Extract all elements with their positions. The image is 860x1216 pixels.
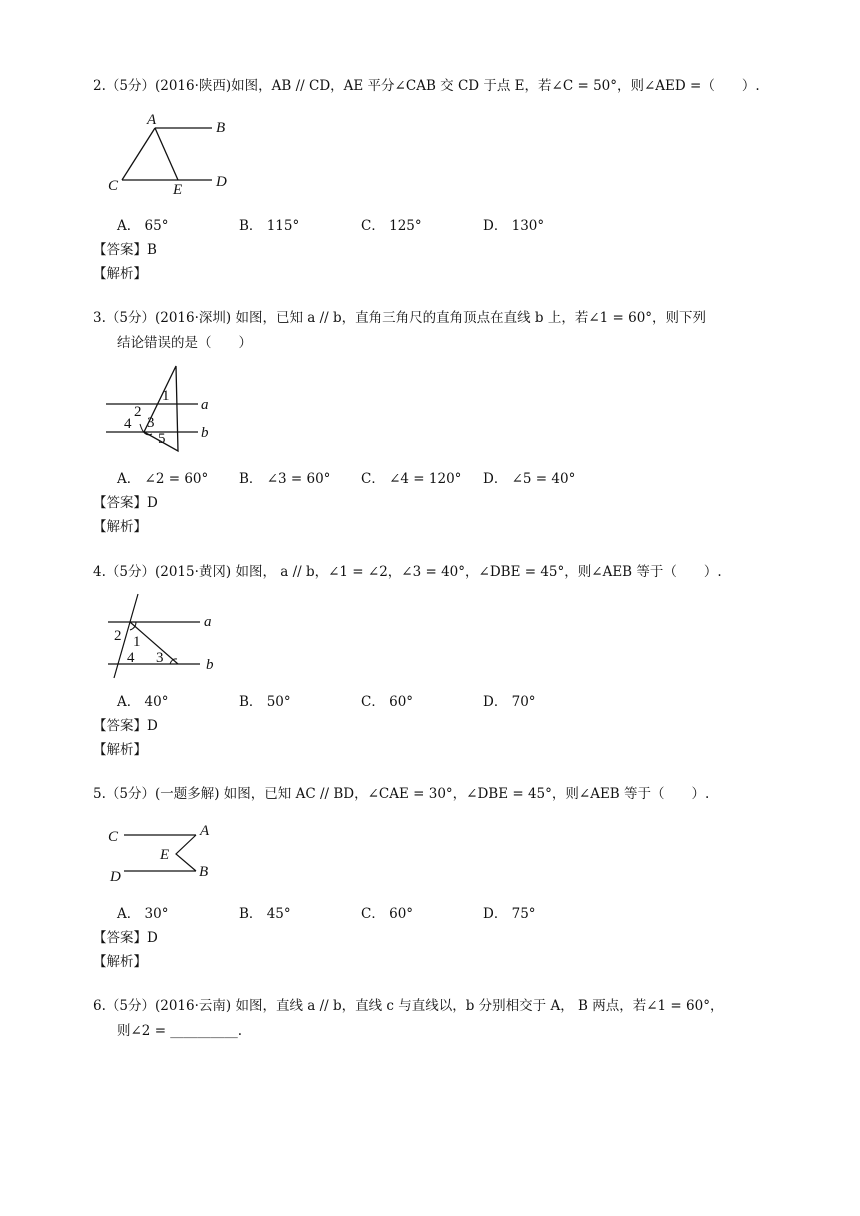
option-c: C． 125° — [361, 218, 422, 234]
angle-3-label: 3 — [147, 415, 155, 431]
question-5-analysis: 【解析】 — [93, 954, 147, 970]
angle-4-label: 4 — [127, 650, 135, 666]
question-3-stem-block — [93, 306, 783, 356]
question-5-options — [117, 902, 605, 922]
question-4-options — [117, 690, 605, 710]
option-b: B． ∠3 = 60° — [239, 471, 331, 487]
question-4-stem: 4.（5分）(2015·黄冈) 如图， a // b，∠1 = ∠2，∠3 = 40°，∠DBE = 45°，则∠AEB 等于（ ）. — [93, 564, 722, 580]
label-C: C — [108, 178, 119, 194]
question-3-stem-continued: 结论错误的是（ ） — [117, 335, 252, 351]
label-A: A — [200, 823, 210, 839]
question-6-stem-block — [93, 994, 783, 1044]
label-C: C — [108, 829, 119, 845]
question-2-options — [117, 214, 605, 234]
label-E: E — [160, 847, 170, 863]
label-D: D — [216, 174, 227, 190]
line-b-label: b — [201, 425, 209, 441]
question-3-analysis: 【解析】 — [93, 519, 147, 535]
option-d: D． ∠5 = 40° — [483, 471, 576, 487]
question-4-figure — [100, 592, 230, 682]
angle-2-label: 2 — [134, 404, 142, 420]
question-6-stem-continued: 则∠2 = __________. — [117, 1023, 243, 1039]
question-3-answer: 【答案】D — [93, 495, 158, 511]
question-2-answer: 【答案】B — [93, 242, 157, 258]
option-d: D． 130° — [483, 218, 545, 234]
option-a: A． 65° — [117, 218, 169, 234]
question-4-analysis: 【解析】 — [93, 742, 147, 758]
question-2-analysis: 【解析】 — [93, 266, 147, 282]
option-c: C． 60° — [361, 906, 414, 922]
label-B: B — [216, 120, 226, 136]
angle-1-label: 1 — [133, 634, 141, 650]
option-a: A． 30° — [117, 906, 169, 922]
angle-4-label: 4 — [124, 416, 132, 432]
option-d: D． 75° — [483, 906, 536, 922]
label-A: A — [147, 112, 157, 128]
question-5-answer: 【答案】D — [93, 930, 158, 946]
label-B: B — [199, 864, 209, 880]
angle-1-label: 1 — [162, 388, 170, 404]
question-5-stem: 5.（5分）(一题多解) 如图，已知 AC // BD，∠CAE = 30°，∠DBE = 45°，则∠AEB 等于（ ）. — [93, 786, 710, 802]
question-5-figure — [100, 818, 230, 888]
question-3-figure — [100, 362, 230, 457]
question-2-stem: 2.（5分）(2016·陕西)如图，AB // CD，AE 平分∠CAB 交 CD 于点 E，若∠C = 50°，则∠AED =（ ）. — [93, 78, 760, 94]
angle-2-label: 2 — [114, 628, 122, 644]
transversal-parallel-lines-figure — [100, 592, 230, 682]
parallel-lines-triangle-figure — [100, 108, 240, 198]
question-4-answer: 【答案】D — [93, 718, 158, 734]
line-b-label: b — [206, 657, 214, 673]
question-4-stem-block — [93, 560, 783, 585]
label-E: E — [173, 182, 183, 198]
angle-3-label: 3 — [156, 650, 164, 666]
question-6-stem: 6.（5分）(2016·云南) 如图，直线 a // b，直线 c 与直线以，b 分别相交于 A， B 两点，若∠1 = 60°， — [93, 998, 724, 1014]
line-a-label: a — [204, 614, 212, 630]
option-c: C． ∠4 = 120° — [361, 471, 462, 487]
option-a: A． ∠2 = 60° — [117, 471, 209, 487]
option-d: D． 70° — [483, 694, 536, 710]
label-D: D — [110, 869, 121, 885]
option-b: B． 45° — [239, 906, 291, 922]
zigzag-parallel-lines-figure — [100, 818, 230, 888]
line-a-label: a — [201, 397, 209, 413]
option-c: C． 60° — [361, 694, 414, 710]
option-a: A． 40° — [117, 694, 169, 710]
option-b: B． 115° — [239, 218, 300, 234]
angle-5-label: 5 — [158, 431, 166, 447]
question-2-stem-block — [93, 74, 783, 99]
question-5-stem-block — [93, 782, 783, 807]
set-square-parallel-lines-figure — [100, 362, 230, 457]
question-3-stem: 3.（5分）(2016·深圳) 如图，已知 a // b，直角三角尺的直角顶点在直线 b 上，若∠1 = 60°，则下列 — [93, 310, 707, 326]
question-3-options — [117, 467, 605, 487]
question-2-figure — [100, 108, 240, 198]
option-b: B． 50° — [239, 694, 291, 710]
